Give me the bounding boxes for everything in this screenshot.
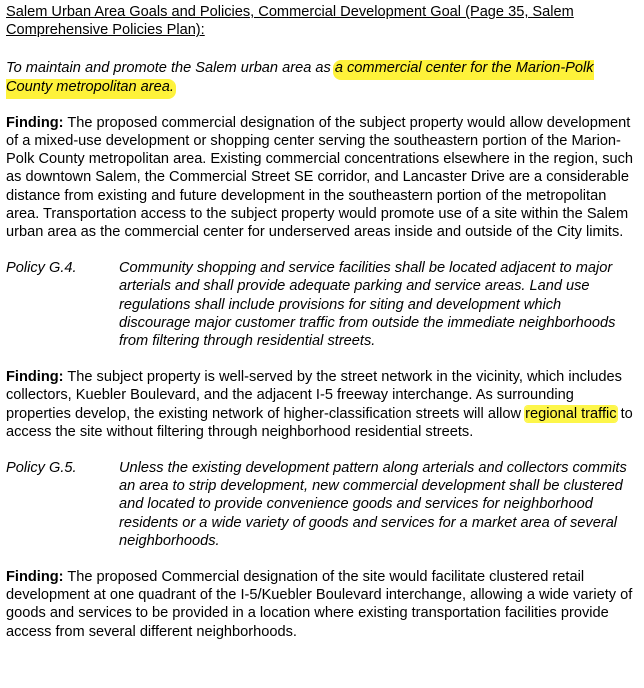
finding-paragraph-2 <box>6 368 638 441</box>
regional-traffic-highlight: regional traffic <box>525 405 617 422</box>
finding-text: The subject property is well-served by the street network in the vicinity, which includes collectors, Kuebler Boulevard, and the adjacent I-5 freeway interchange. As surrounding properties develop, the existing network of higher-classification streets will allow <box>6 369 622 422</box>
policy-text: Community shopping and service facilities shall be located adjacent to major arterials and shall provide adequate parking and service areas. Land use regulations shall include provisions for siting and development which discourage major customer traffic from outside the immediate neighborhoods from filtering through residential streets. <box>119 260 616 350</box>
finding-text: The proposed commercial designation of the subject property would allow development of a mixed-use development or shopping center serving the southeastern portion of the Marion-Polk County metropolitan area. Existing commercial concentrations elsewhere in the region, such as downtown Salem, the Commercial Street SE corridor, and Lancaster Drive are a considerable distance from existing and future development in the southeastern portion of the metropolitan area. Transportation access to the subject property would promote use of a site within the Salem urban area as the commercial center for underserved areas inside and outside of the City limits. <box>6 114 634 241</box>
finding-text-continued: to access the site without filtering through neighborhood residential streets. <box>6 405 633 440</box>
policy-text: Unless the existing development pattern along arterials and collectors commits an area to strip development, new commercial development shall be clustered and located to provide convenience goods and services for neighborhood residents or a wide variety of goods and services for a market area of several neighborhoods. <box>119 460 627 549</box>
finding-paragraph-3 <box>6 568 638 641</box>
policy-g5 <box>6 459 638 550</box>
section-heading-line-1: Salem Urban Area Goals and Policies, Commercial Development Goal (Page 35, Salem <box>6 4 574 20</box>
section-heading <box>6 3 638 39</box>
goal-statement <box>6 59 638 95</box>
goal-highlight: a commercial center for the Marion-Polk County metropolitan area. <box>6 60 594 95</box>
policy-g4 <box>6 259 638 350</box>
document-page <box>6 3 638 659</box>
finding-paragraph-1 <box>6 114 638 241</box>
policy-label: Policy G.5. <box>6 460 77 477</box>
finding-text: The proposed Commercial designation of the site would facilitate clustered retail development at one quadrant of the I-5/Kuebler Boulevard interchange, allowing a wide variety of goods and services to be provided in a location where existing transportation facilities provide access from several different neighborhoods. <box>6 569 633 640</box>
finding-label: Finding: <box>6 569 64 586</box>
finding-label: Finding: <box>6 369 64 386</box>
finding-label: Finding: <box>6 114 64 131</box>
section-heading-line-2: Comprehensive Policies Plan): <box>6 22 205 39</box>
policy-label: Policy G.4. <box>6 260 77 277</box>
goal-text: To maintain and promote the Salem urban area as <box>6 60 335 77</box>
